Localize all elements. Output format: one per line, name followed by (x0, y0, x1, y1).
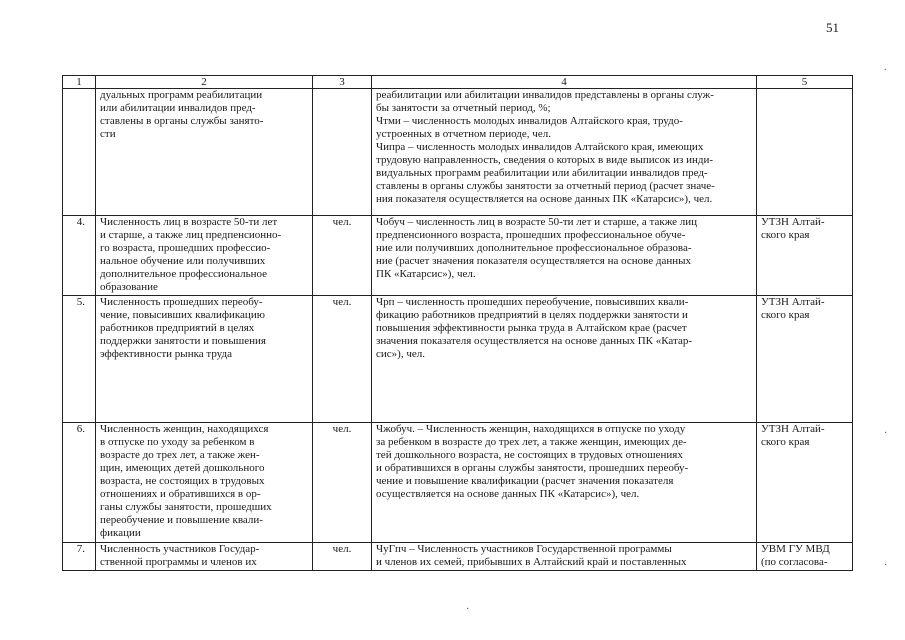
table-row (63, 543, 853, 571)
scan-speck: . (884, 62, 887, 73)
indicator-name: Численность женщин, находящихся в отпуске по уходу за ребенком в возрасте до трех лет, а также жен- щин, имеющих детей дошкольного возраста, не состоящих в трудовых отношениях и обратившихся в ор- ганы службы занятости, прошедших переобучение и повышение квали- фикации (96, 423, 313, 543)
unit-cell: чел. (313, 296, 372, 423)
column-header: 4 (372, 76, 757, 89)
page-number: 51 (826, 20, 839, 35)
table-row (63, 296, 853, 423)
indicator-name: Численность участников Государ- ственной программы и членов их (96, 543, 313, 571)
unit-cell: чел. (313, 216, 372, 296)
source-cell: УВМ ГУ МВД (по согласова- (757, 543, 853, 571)
column-header: 5 (757, 76, 853, 89)
column-header: 3 (313, 76, 372, 89)
table-row (63, 216, 853, 296)
column-header: 1 (63, 76, 96, 89)
unit-cell: чел. (313, 543, 372, 571)
source-cell: УТЗН Алтай- ского края (757, 216, 853, 296)
row-number: 5. (63, 296, 96, 423)
scan-speck: · (884, 428, 888, 439)
source-cell: УТЗН Алтай- ского края (757, 296, 853, 423)
row-number: 7. (63, 543, 96, 571)
scan-speck: · (884, 560, 888, 571)
source-cell (757, 89, 853, 216)
row-number: 4. (63, 216, 96, 296)
indicator-table (62, 75, 853, 571)
source-cell: УТЗН Алтай- ского края (757, 423, 853, 543)
formula-cell: Чобуч – численность лиц в возрасте 50-ти лет и старше, а также лиц предпенсионного возраста, прошедших профессиональное обуче- ние или получивших дополнительное профессиональное образова- ние (расчет значения показателя осуществляется на основе данных ПК «Катарсис»), чел. (372, 216, 757, 296)
table-row (63, 89, 853, 216)
indicator-name: Численность лиц в возрасте 50-ти лет и старше, а также лиц предпенсионно- го возраста, прошедших профессио- нальное обучение или получивших дополнительное профессиональное образование (96, 216, 313, 296)
row-number (63, 89, 96, 216)
formula-cell: Чрп – численность прошедших переобучение, повысивших квали- фикацию работников предприятий в целях поддержки занятости и повышения эффективности рынка труда в Алтайском крае (расчет значения показателя осуществляется на основе данных ПК «Катар- сис»), чел. (372, 296, 757, 423)
unit-cell (313, 89, 372, 216)
formula-cell: ЧуГпч – Численность участников Государственной программы и членов их семей, прибывших в Алтайский край и поставленных (372, 543, 757, 571)
scan-speck: · (466, 604, 470, 615)
column-header: 2 (96, 76, 313, 89)
row-number: 6. (63, 423, 96, 543)
indicator-name: дуальных программ реабилитации или абилитации инвалидов пред- ставлены в органы службы занято- сти (96, 89, 313, 216)
formula-cell: Чжобуч. – Численность женщин, находящихся в отпуске по уходу за ребенком в возрасте до трех лет, а также женщин, имеющих де- тей дошкольного возраста, не состоящих в трудовых отношениях и обратившихся в органы службы занятости, прошедших переобу- чение и повышение квалификации (расчет значения показателя осуществляется на основе данных ПК «Катарсис»), чел. (372, 423, 757, 543)
unit-cell: чел. (313, 423, 372, 543)
table-header-row (63, 76, 853, 89)
indicator-name: Численность прошедших переобу- чение, повысивших квалификацию работников предприятий в целях поддержки занятости и повышения эффективности рынка труда (96, 296, 313, 423)
formula-cell: реабилитации или абилитации инвалидов представлены в органы служ- бы занятости за отчетный период, %; Чтми – численность молодых инвалидов Алтайского края, трудо- устроенных в отчетном периоде, чел. Чипра – численность молодых инвалидов Алтайского края, имеющих трудовую направленность, сведения о которых в виде выписок из инди- видуальных программ реабилитации или абилитации инвалидов пред- ставлены в органы службы занятости за отчетный период (расчет значе- ния показателя осуществляется на основе данных ПК «Катарсис»), чел. (372, 89, 757, 216)
table-row (63, 423, 853, 543)
